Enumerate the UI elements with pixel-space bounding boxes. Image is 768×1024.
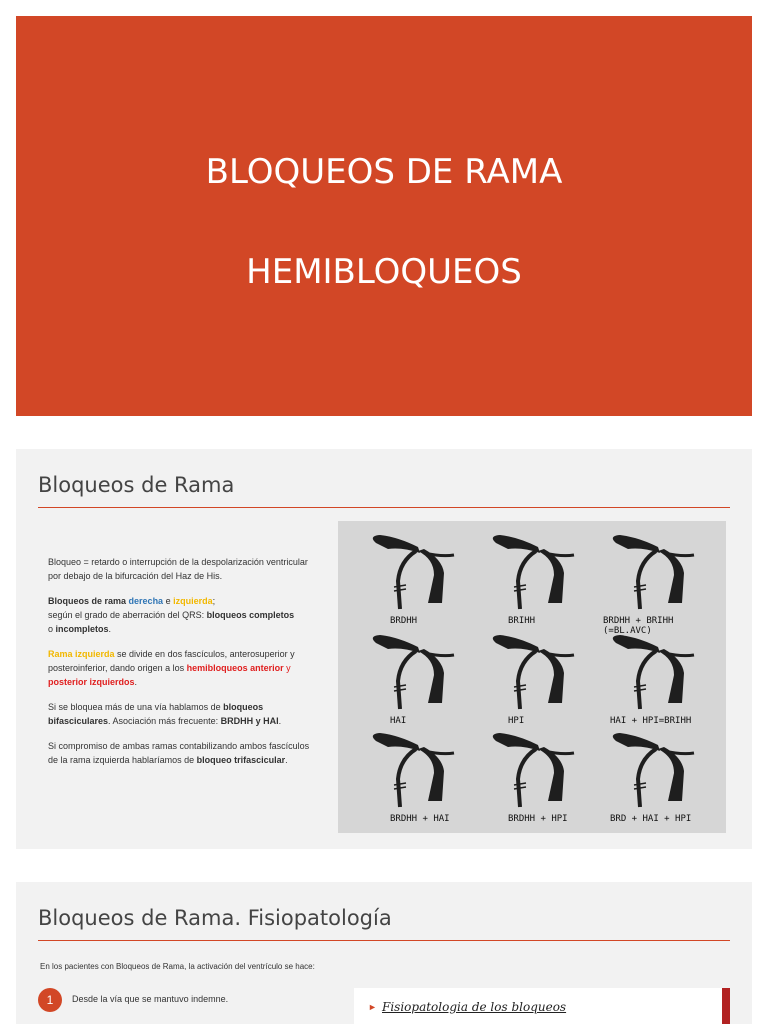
diagram-label: BRIHH	[508, 616, 536, 626]
slide-bloqueos-de-rama	[16, 449, 752, 849]
text: .	[134, 677, 138, 687]
video-link-box[interactable]	[354, 988, 730, 1024]
diagram-label: BRD + HAI + HPI	[610, 814, 692, 824]
diagram-label: BRDHH + HAI	[390, 814, 450, 824]
text-bold: incompletos	[55, 624, 109, 634]
heading-divider	[38, 507, 730, 508]
text: según el grado de aberración del QRS:	[48, 610, 207, 620]
slide-body	[48, 555, 314, 778]
paragraph-trifascicular	[48, 739, 314, 767]
text-bold: Bloqueos de rama	[48, 596, 127, 606]
accent-bar	[722, 988, 730, 1024]
conduction-sketch-1	[373, 535, 454, 626]
paragraph-rama-izquierda	[48, 647, 314, 689]
text: se divide en dos fascículos, anterosuperior y posteroinferior, dando origen a los	[48, 649, 295, 673]
text-izquierda: izquierda	[173, 596, 213, 606]
list-item: Desde la vía que se mantuvo indemne.	[72, 994, 229, 1004]
diagram-label: (=BL.AVC)	[603, 626, 652, 636]
intro-text: En los pacientes con Bloqueos de Rama, la activación del ventrículo se hace:	[40, 962, 315, 971]
paragraph-bifasciculares	[48, 700, 314, 728]
diagram-label: BRDHH + BRIHH	[603, 616, 674, 626]
text-rama-izquierda: Rama izquierda	[48, 649, 115, 659]
text-bold: bloqueo trifascicular	[196, 755, 286, 765]
number-badge: 1	[38, 988, 62, 1012]
text-derecha: derecha	[128, 596, 164, 606]
paragraph-definition: Bloqueo = retardo o interrupción de la despolarización ventricular por debajo de la bifurcación del Haz de His.	[48, 557, 308, 581]
diagram-label: BRDHH	[390, 616, 418, 626]
heading-divider	[38, 940, 730, 941]
slide-subtitle: HEMIBLOQUEOS	[246, 252, 522, 292]
conduction-sketch-3	[603, 535, 694, 636]
text-posterior: posterior izquierdos	[48, 677, 135, 687]
slide-title: BLOQUEOS DE RAMA	[205, 152, 563, 192]
slide-heading: Bloqueos de Rama	[38, 473, 235, 497]
text-hemibloqueos: hemibloqueos anterior	[186, 663, 284, 673]
text: o	[48, 624, 56, 634]
text: e	[163, 596, 174, 606]
text: Si se bloquea más de una vía hablamos de	[48, 702, 224, 712]
text-bold: bloqueos bifasciculares	[48, 702, 264, 726]
conduction-diagram-svg	[338, 521, 726, 833]
conduction-sketch-6	[610, 635, 694, 726]
diagram-label: HAI	[390, 716, 407, 726]
diagram-label: HAI + HPI=BRIHH	[610, 716, 692, 726]
text: Si compromiso de ambas ramas contabilizando ambos fascículos de la rama izquierda hablaríamos de	[48, 741, 310, 765]
text: y	[283, 663, 291, 673]
conduction-block-diagram	[338, 521, 726, 833]
paragraph-types	[48, 594, 314, 636]
conduction-sketch-9	[610, 733, 694, 824]
fisiopatologia-link[interactable]: Fisiopatologia de los bloqueos	[382, 1000, 567, 1014]
triangle-right-icon: ►	[368, 1002, 377, 1012]
conduction-sketch-7	[373, 733, 454, 824]
text: .	[108, 624, 112, 634]
conduction-sketch-4	[373, 635, 454, 726]
slide-heading: Bloqueos de Rama. Fisiopatología	[38, 906, 392, 930]
text-bold: bloqueos completos	[206, 610, 295, 620]
text: .	[285, 755, 288, 765]
diagram-label: HPI	[508, 716, 525, 726]
text: .	[278, 716, 282, 726]
title-slide	[16, 16, 752, 416]
diagram-label: BRDHH + HPI	[508, 814, 568, 824]
conduction-sketch-2	[493, 535, 574, 626]
text: . Asociación más frecuente:	[108, 716, 221, 726]
conduction-sketch-8	[493, 733, 574, 824]
conduction-sketch-5	[493, 635, 574, 726]
slide-fisiopatologia	[16, 882, 752, 1024]
text-bold: BRDHH y HAI	[220, 716, 279, 726]
text: ;	[212, 596, 216, 606]
